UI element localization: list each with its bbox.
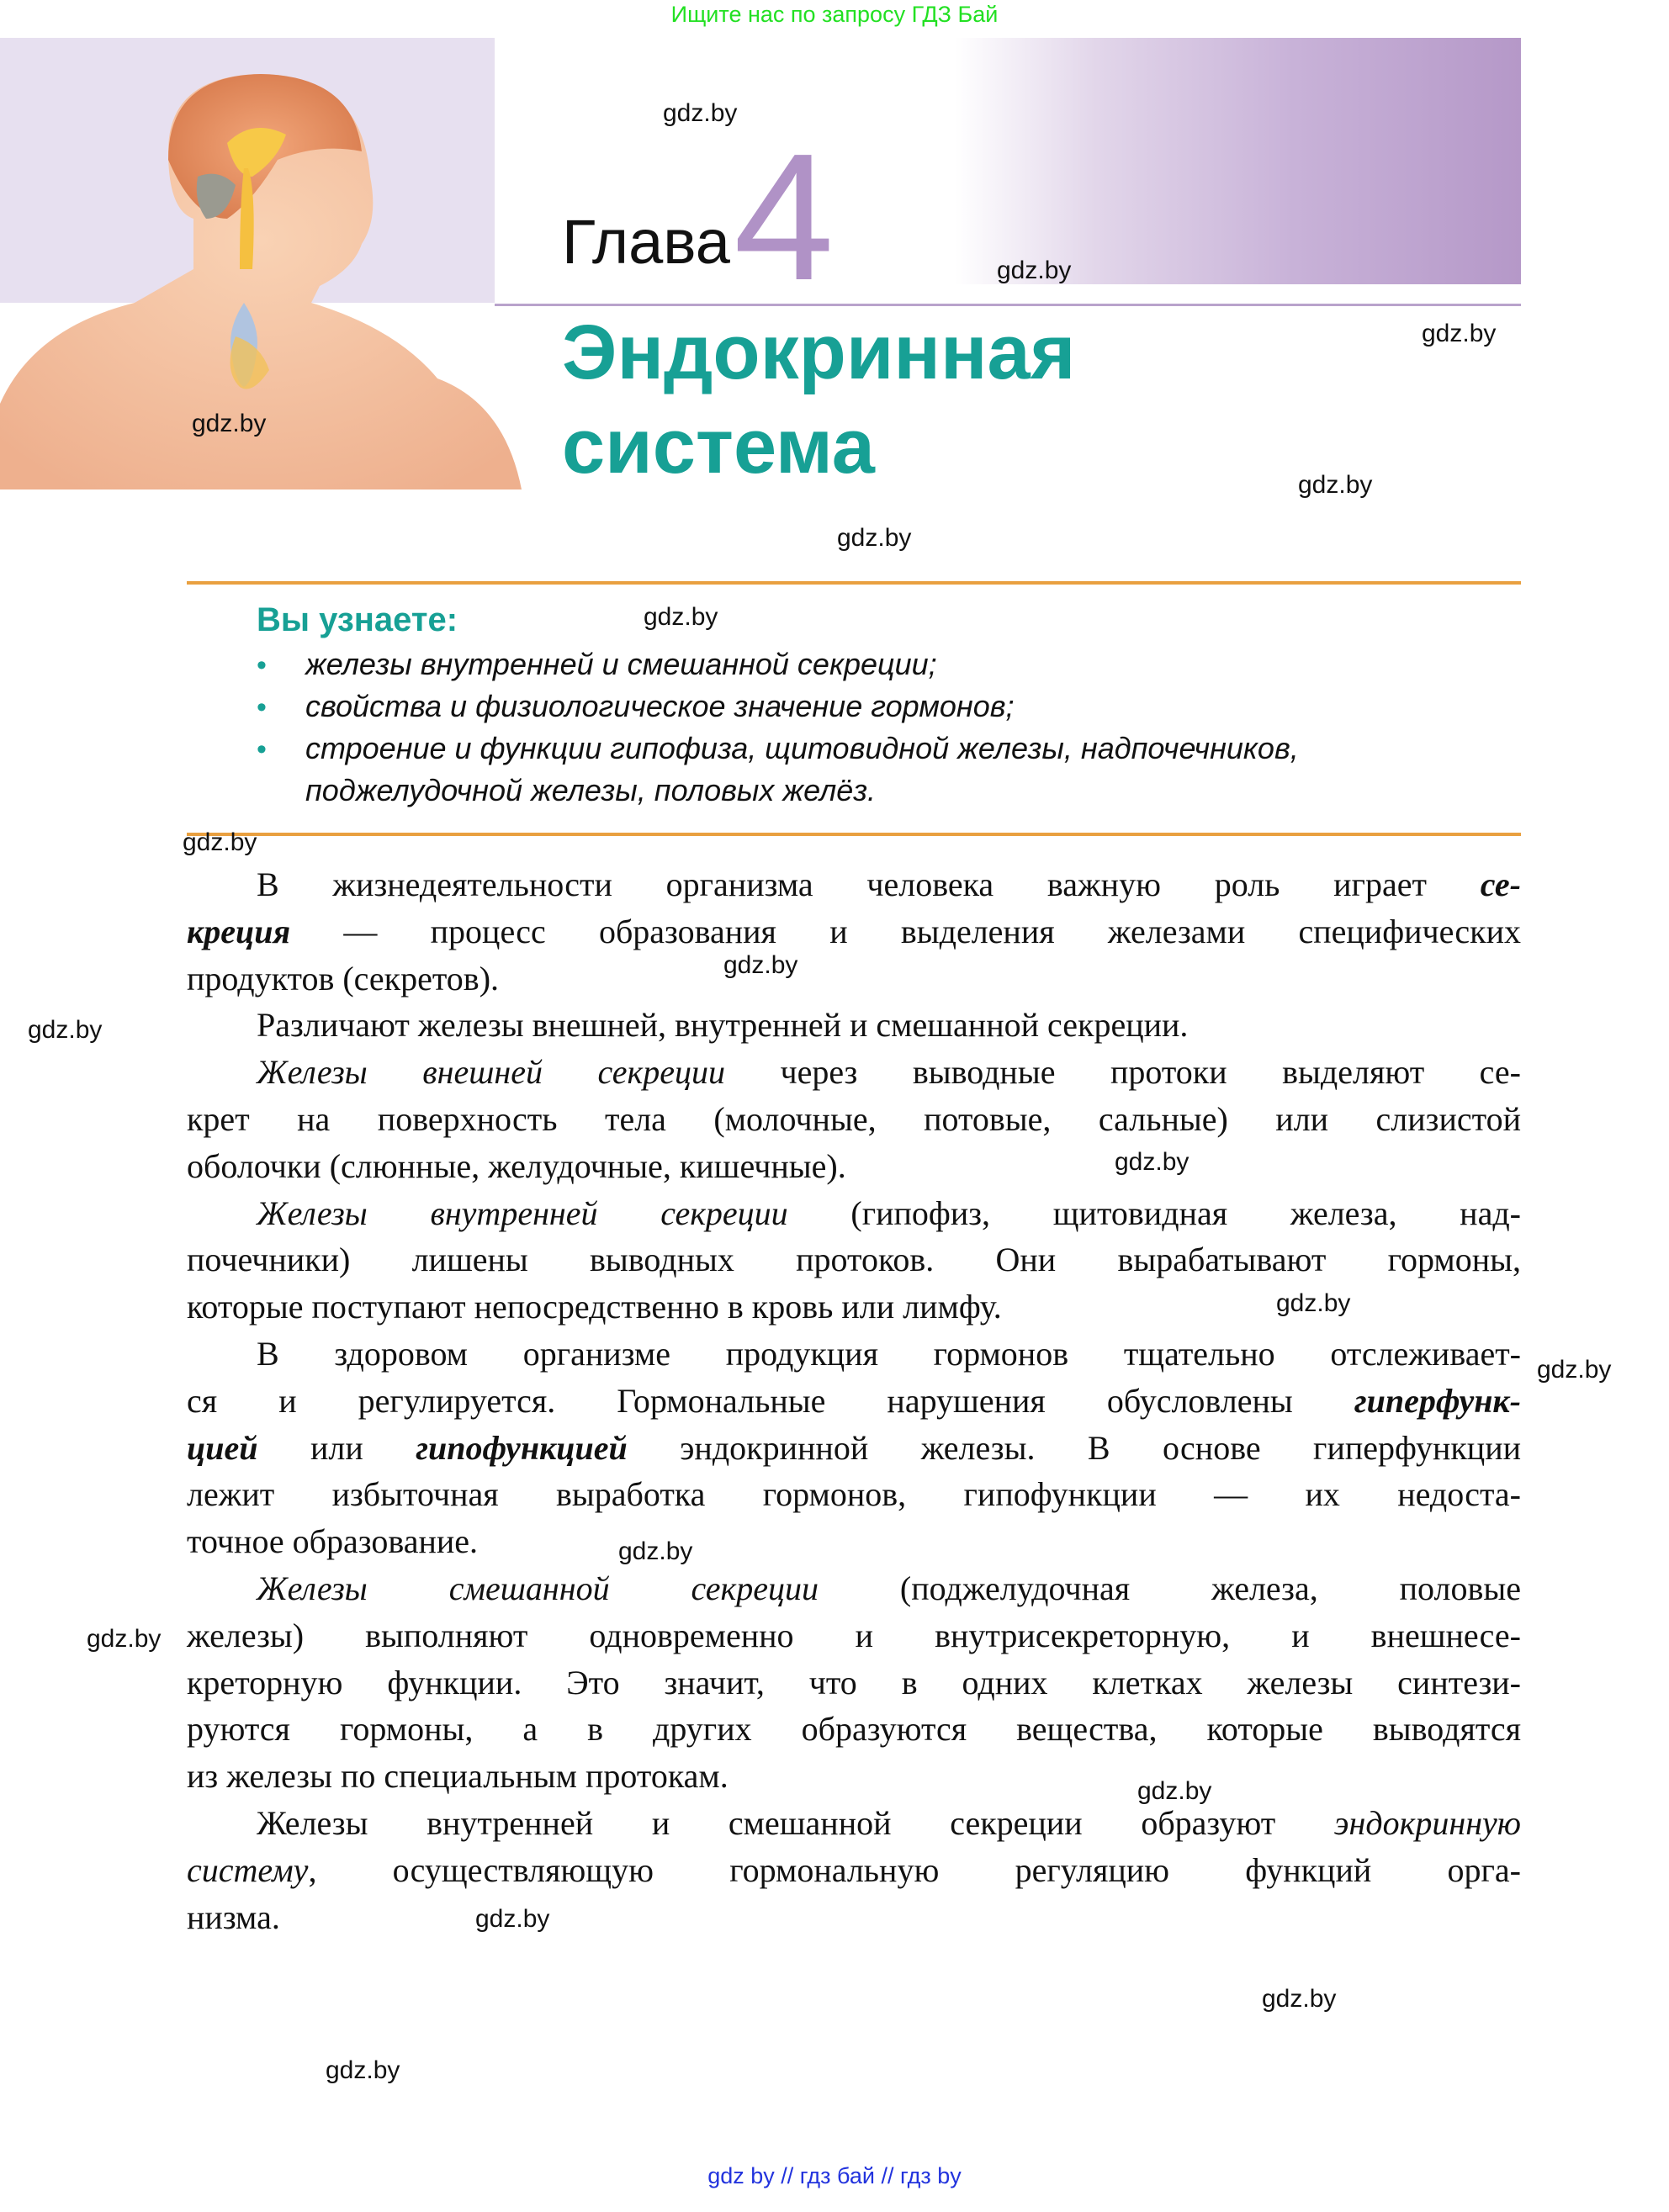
text-run: продуктов (секретов). — [187, 959, 500, 998]
learn-item-text: свойства и физиологическое значение гормонов; — [305, 689, 1015, 723]
learn-box-top-rule — [187, 581, 1521, 585]
watermark: gdz.by — [997, 257, 1072, 284]
learn-item — [257, 770, 1299, 812]
text-run: руются гормоны, а в других образуются вещества, которые выводятся — [187, 1710, 1521, 1749]
emphasis-term: се- — [1480, 865, 1521, 903]
emphasis-term: цией — [187, 1428, 258, 1467]
body-line — [187, 1049, 1521, 1096]
watermark: gdz.by — [1276, 1289, 1351, 1317]
text-run: ся и регулируется. Гормональные нарушения обусловлены — [187, 1381, 1354, 1420]
body-line — [187, 1331, 1521, 1378]
watermark: gdz.by — [475, 1905, 550, 1933]
bullet-icon: • — [257, 649, 267, 681]
watermark: gdz.by — [1537, 1356, 1612, 1384]
watermark: gdz.by — [1137, 1777, 1212, 1805]
body-line — [187, 1471, 1521, 1518]
text-run: почечники) лишены выводных протоков. Они вырабатывают гормоны, — [187, 1241, 1521, 1279]
chapter-title-line2: система — [562, 404, 875, 489]
body-line — [187, 1800, 1521, 1847]
watermark: gdz.by — [1298, 471, 1373, 499]
watermark: gdz.by — [326, 2056, 400, 2084]
emphasis-term: гиперфунк- — [1354, 1381, 1521, 1420]
header-gradient-panel — [955, 38, 1521, 284]
body-line — [187, 1753, 1521, 1800]
body-line — [187, 1612, 1521, 1659]
body-text — [187, 861, 1521, 1940]
body-line — [187, 1002, 1521, 1049]
body-line — [187, 1236, 1521, 1283]
watermark: gdz.by — [28, 1016, 103, 1044]
body-line — [187, 1706, 1521, 1753]
watermark: gdz.by — [663, 99, 738, 127]
learn-item — [257, 728, 1299, 770]
body-line — [187, 955, 1521, 1003]
emphasis-term: Железы внешней секреции — [257, 1053, 725, 1092]
emphasis-term: Железы внутренней секреции — [257, 1193, 788, 1232]
footer-links[interactable]: gdz by // гдз бай // гдз by — [707, 2163, 962, 2188]
watermark: gdz.by — [192, 410, 267, 437]
chapter-label: Глава — [562, 207, 730, 277]
text-run: точное образование. — [187, 1522, 479, 1561]
chapter-title-line1: Эндокринная — [562, 310, 1076, 395]
body-line — [187, 1518, 1521, 1565]
watermark: gdz.by — [183, 828, 257, 856]
watermark: gdz.by — [1262, 1985, 1337, 2013]
learn-item-text: поджелудочной железы, половых желёз. — [305, 773, 877, 807]
text-run: эндокринной железы. В основе гиперфункции — [627, 1428, 1522, 1467]
learn-item — [257, 643, 1299, 685]
bullet-icon: • — [257, 733, 267, 765]
learn-item-text: железы внутренней и смешанной секреции; — [305, 647, 937, 681]
body-line — [187, 861, 1521, 908]
watermark: gdz.by — [723, 951, 798, 979]
body-line — [187, 1565, 1521, 1612]
watermark: gdz.by — [87, 1625, 162, 1653]
text-run: , осуществляющую гормональную регуляцию функций орга- — [308, 1850, 1521, 1889]
text-run: (поджелудочная железа, половые — [819, 1569, 1522, 1607]
text-run: или — [257, 1428, 416, 1467]
watermark: gdz.by — [644, 603, 718, 631]
body-line — [187, 908, 1521, 955]
body-line — [187, 1096, 1521, 1143]
text-run: низма. — [187, 1897, 280, 1936]
text-run: (гипофиз, щитовидная железа, над- — [787, 1193, 1521, 1232]
text-run: из железы по специальным протокам. — [187, 1757, 729, 1796]
text-run: В жизнедеятельности организма человека важную роль играет — [257, 865, 1481, 903]
bullet-icon: • — [257, 691, 267, 723]
text-run: железы) выполняют одновременно и внутрисекреторную, и внешнесе- — [187, 1616, 1521, 1654]
emphasis-term: Железы смешанной секреции — [257, 1569, 819, 1607]
text-run: Железы внутренней и смешанной секреции образуют — [257, 1803, 1334, 1842]
learn-item — [257, 685, 1299, 728]
text-run: через выводные протоки выделяют се- — [724, 1053, 1521, 1092]
watermark: gdz.by — [837, 524, 912, 552]
watermark: gdz.by — [618, 1537, 693, 1565]
chapter-number: 4 — [734, 115, 834, 318]
body-line — [187, 1894, 1521, 1941]
emphasis-term: креция — [187, 912, 291, 950]
text-run: лежит избыточная выработка гормонов, гипофункции — их недоста- — [187, 1475, 1521, 1514]
learn-list — [257, 643, 1299, 812]
body-line — [187, 1143, 1521, 1190]
text-run: креторную функции. Это значит, что в одних клетках железы синтези- — [187, 1663, 1521, 1701]
body-line — [187, 1378, 1521, 1425]
learn-box-bottom-rule — [187, 833, 1521, 836]
learn-heading: Вы узнаете: — [257, 601, 458, 638]
text-run: Различают железы внешней, внутренней и смешанной секреции. — [257, 1006, 1189, 1045]
emphasis-term: систему — [187, 1850, 309, 1889]
body-line — [187, 1659, 1521, 1707]
text-run: — процесс образования и выделения железами специфических — [290, 912, 1521, 950]
text-run: крет на поверхность тела (молочные, потовые, сальные) или слизистой — [187, 1099, 1521, 1138]
header-divider — [495, 304, 1521, 306]
watermark: gdz.by — [1115, 1148, 1189, 1176]
body-line — [187, 1190, 1521, 1237]
watermark: gdz.by — [1422, 320, 1497, 347]
body-line — [187, 1425, 1521, 1472]
text-run: оболочки (слюнные, желудочные, кишечные). — [187, 1146, 846, 1185]
learn-item-text: строение и функции гипофиза, щитовидной железы, надпочечников, — [305, 731, 1299, 765]
search-hint-banner: Ищите нас по запросу ГДЗ Бай — [670, 2, 999, 27]
text-run: В здоровом организме продукция гормонов тщательно отслеживает- — [257, 1334, 1521, 1373]
text-run: которые поступают непосредственно в кровь или лимфу. — [187, 1288, 1002, 1326]
emphasis-term: эндокринную — [1333, 1803, 1521, 1842]
body-line — [187, 1847, 1521, 1894]
emphasis-term: гипофункцией — [416, 1428, 628, 1467]
